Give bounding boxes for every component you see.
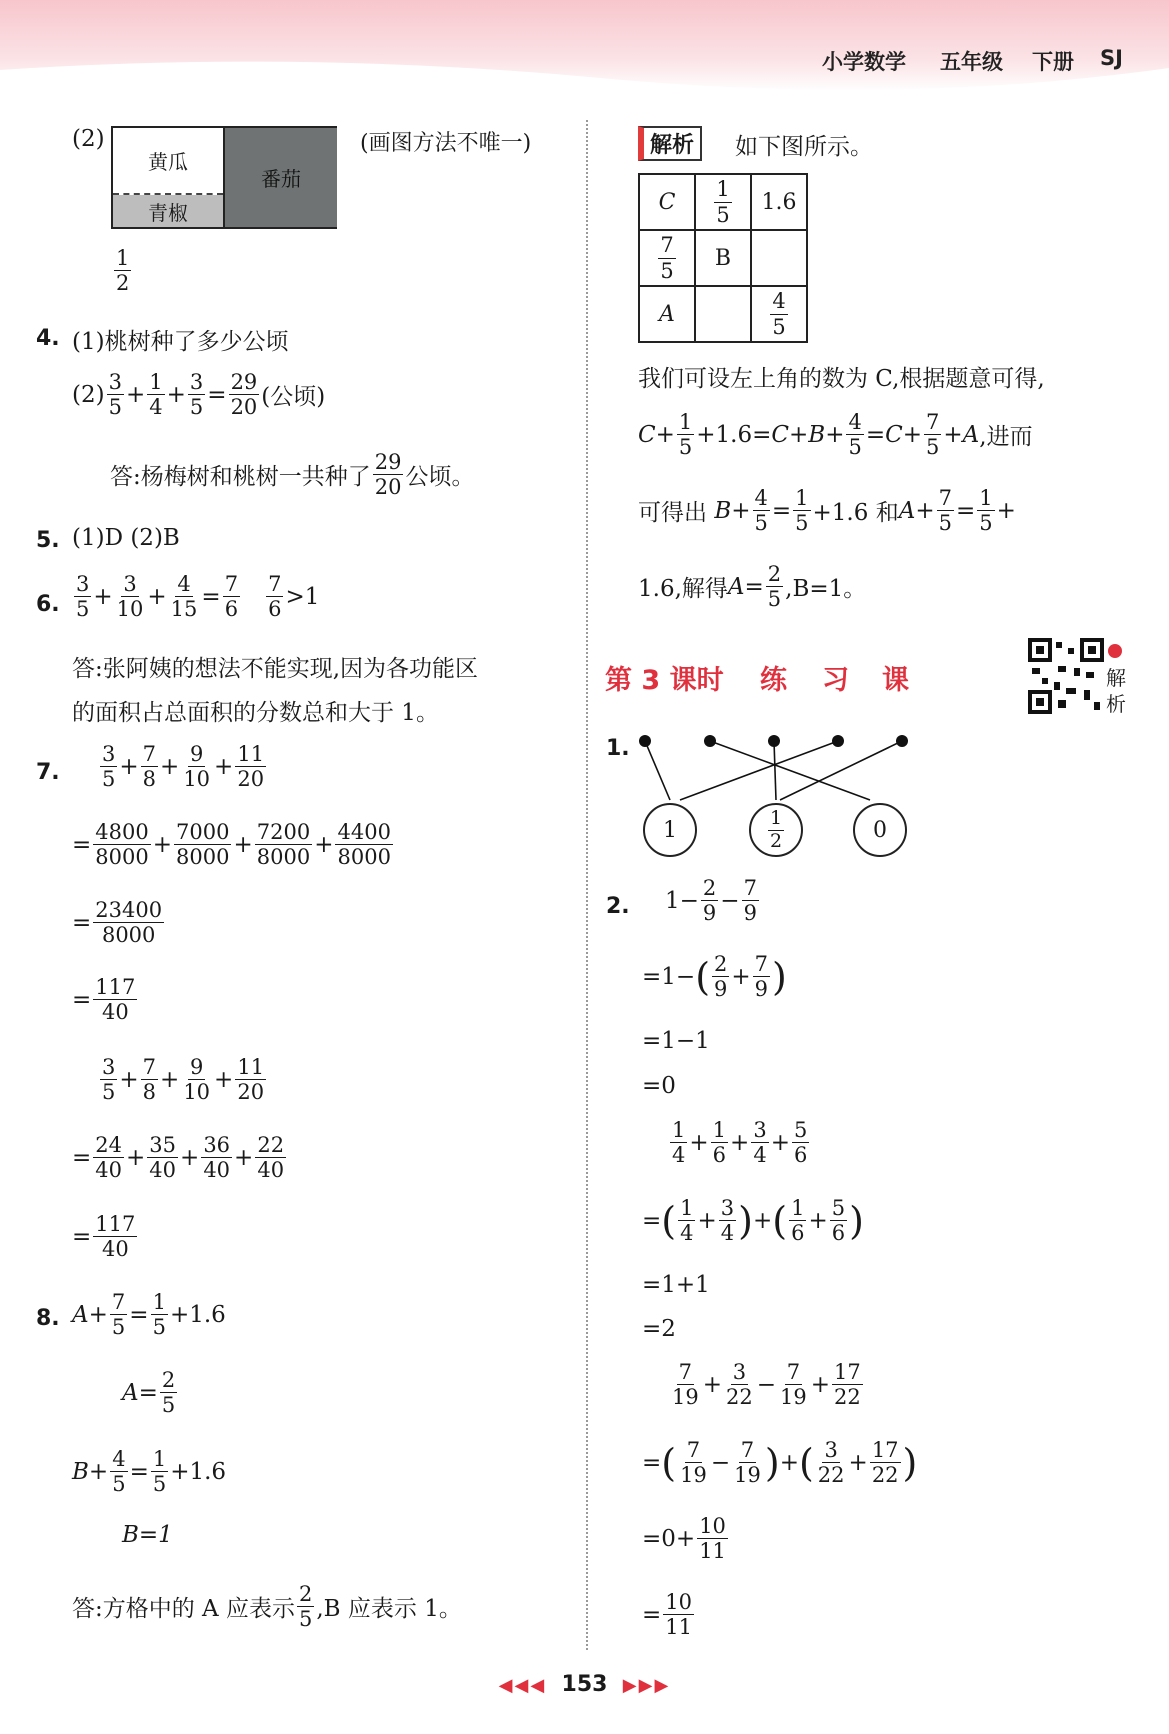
r-q2-expr3: $\frac{7}{19}$ + $\frac{3}{22}$ − $\frac{7}{19}$ + $\frac{17}{22}$	[672, 1360, 861, 1410]
r-q2-step4: = ( $\frac{1}{4}$ + $\frac{3}{4}$ ) + ( $\frac{1}{6}$ + $\frac{5}{6}$ )	[642, 1196, 864, 1246]
lesson-char-2: 习	[822, 665, 849, 696]
r-q2-step8: =0+ $\frac{10}{11}$	[642, 1514, 726, 1564]
cucumber-cell: 黄瓜	[113, 128, 223, 195]
grid-cell	[695, 286, 751, 342]
analysis-para3: 可得出 B + $\frac{4}{5}$ = $\frac{1}{5}$ +1.6 和 A + $\frac{7}{5}$ = $\frac{1}{5}$ +	[638, 486, 1016, 536]
q5-answer: (1)D (2)B	[72, 525, 180, 551]
grid-cell: $\frac{7}{5}$	[639, 230, 695, 286]
analysis-tag: 解析	[638, 126, 702, 161]
prev-arrows-icon: ◀◀◀	[498, 1675, 547, 1696]
q7-expr2: $\frac{3}{5}$ + $\frac{7}{8}$ + $\frac{9}{10}$ + $\frac{11}{20}$	[102, 1055, 265, 1105]
header-subject: 小学数学	[822, 50, 906, 74]
grid-cell	[751, 230, 807, 286]
q7-expr1: $\frac{3}{5}$ + $\frac{7}{8}$ + $\frac{9}{10}$ + $\frac{11}{20}$	[102, 742, 265, 792]
q8-eq4: B=1	[122, 1522, 173, 1548]
qr-code-icon[interactable]	[1028, 638, 1104, 714]
q6-number: 6.	[36, 592, 60, 617]
match-circle-0: 0	[853, 803, 907, 857]
r-q2-expr1: 1− $\frac{2}{9}$ − $\frac{7}{9}$	[665, 876, 757, 926]
q7-step3: = $\frac{117}{40}$	[72, 975, 136, 1025]
column-divider	[586, 120, 588, 1650]
r-q2-step3: =0	[642, 1073, 676, 1099]
q6-answer-line2: 的面积占总面积的分数总和大于 1。	[72, 700, 439, 726]
q8-number: 8.	[36, 1306, 60, 1331]
q6-answer-line1: 答:张阿姨的想法不能实现,因为各功能区	[72, 656, 479, 682]
analysis-para1: 我们可设左上角的数为 C,根据题意可得,	[638, 366, 1045, 392]
tomato-cell: 番茄	[223, 128, 337, 227]
q4-answer: 答:杨梅树和桃树一共种了 $\frac{29}{20}$ 公顷。	[110, 450, 475, 500]
r-q2-step1: =1− ( $\frac{2}{9}$ + $\frac{7}{9}$ )	[642, 952, 787, 1002]
r-q2-expr2: $\frac{1}{4}$ + $\frac{1}{6}$ + $\frac{3}{4}$ + $\frac{5}{6}$	[672, 1118, 808, 1168]
page-footer	[0, 1672, 1169, 1697]
analysis-intro: 如下图所示。	[735, 134, 873, 160]
q7-step1: = $\frac{4800}{8000}$ + $\frac{7000}{8000}$ + $\frac{7200}{8000}$ + $\frac{4400}{8000}$	[72, 820, 391, 870]
pepper-cell: 青椒	[113, 195, 223, 227]
match-circle-half: $\frac{1}{2}$	[749, 803, 803, 857]
grid-cell: 1.6	[751, 174, 807, 230]
r-q2-step5: =1+1	[642, 1272, 710, 1298]
q8-answer: 答:方格中的 A 应表示 $\frac{2}{5}$ ,B 应表示 1。	[72, 1582, 462, 1632]
r-q2-step7: = ( $\frac{7}{19}$ − $\frac{7}{19}$ ) + ( $\frac{3}{22}$ + $\frac{17}{22}$ )	[642, 1438, 918, 1488]
grid-cell: A	[639, 286, 695, 342]
grid-cell: $\frac{4}{5}$	[751, 286, 807, 342]
q7-step5: = $\frac{117}{40}$	[72, 1212, 136, 1262]
grid-cell: B	[695, 230, 751, 286]
play-icon	[1108, 644, 1122, 658]
header-edition: SJ	[1100, 46, 1123, 70]
lesson-char-1: 练	[760, 665, 787, 696]
r-q1-number: 1.	[606, 736, 630, 761]
q4-number: 4.	[36, 326, 60, 351]
next-arrows-icon: ▶▶▶	[622, 1675, 671, 1696]
vegetable-diagram	[111, 126, 337, 229]
q3-note: (画图方法不唯一)	[360, 131, 532, 156]
match-circle-1: 1	[643, 803, 697, 857]
qr-label-2: 析	[1106, 692, 1126, 716]
q7-step2: = $\frac{23400}{8000}$	[72, 898, 163, 948]
r-q2-step9: = $\frac{10}{11}$	[642, 1590, 693, 1640]
q8-eq3: B + $\frac{4}{5}$ = $\frac{1}{5}$ +1.6	[72, 1447, 227, 1497]
q8-eq2: A = $\frac{2}{5}$	[122, 1368, 176, 1418]
q7-step4: = $\frac{24}{40}$ + $\frac{35}{40}$ + $\frac{36}{40}$ + $\frac{22}{40}$	[72, 1133, 285, 1183]
q3-result: $\frac{1}{2}$	[116, 246, 130, 296]
qr-label-1: 解	[1106, 666, 1126, 690]
r-q2-step6: =2	[642, 1316, 676, 1342]
magic-grid	[638, 173, 808, 343]
analysis-para2: C + $\frac{1}{5}$ +1.6= C + B + $\frac{4}{5}$ = C + $\frac{7}{5}$ + A ,进而	[638, 410, 1033, 460]
r-q2-step2: =1−1	[642, 1028, 710, 1054]
analysis-para4: 1.6,解得 A = $\frac{2}{5}$ ,B=1。	[638, 562, 867, 612]
header-volume: 下册	[1032, 50, 1074, 74]
q8-eq1: A + $\frac{7}{5}$ = $\frac{1}{5}$ +1.6	[72, 1290, 226, 1340]
q3-part-label: (2)	[72, 126, 105, 152]
header-grade: 五年级	[940, 50, 1003, 74]
q4-part1: (1)桃树种了多少公顷	[72, 329, 289, 355]
r-q2-number: 2.	[606, 894, 630, 919]
lesson-title: 第 3 课时	[605, 665, 724, 696]
q5-number: 5.	[36, 528, 60, 553]
page-number: 153	[561, 1672, 608, 1697]
q6-equation: $\frac{3}{5}$ + $\frac{3}{10}$ + $\frac{4}{15}$ = $\frac{7}{6}$ $\frac{7}{6}$ >1	[76, 572, 320, 622]
lesson-char-3: 课	[882, 665, 909, 696]
q4-equation: (2) $\frac{3}{5}$ + $\frac{1}{4}$ + $\frac{3}{5}$ = $\frac{29}{20}$ (公顷)	[72, 370, 326, 420]
grid-cell: C	[639, 174, 695, 230]
q7-number: 7.	[36, 760, 60, 785]
grid-cell: $\frac{1}{5}$	[695, 174, 751, 230]
